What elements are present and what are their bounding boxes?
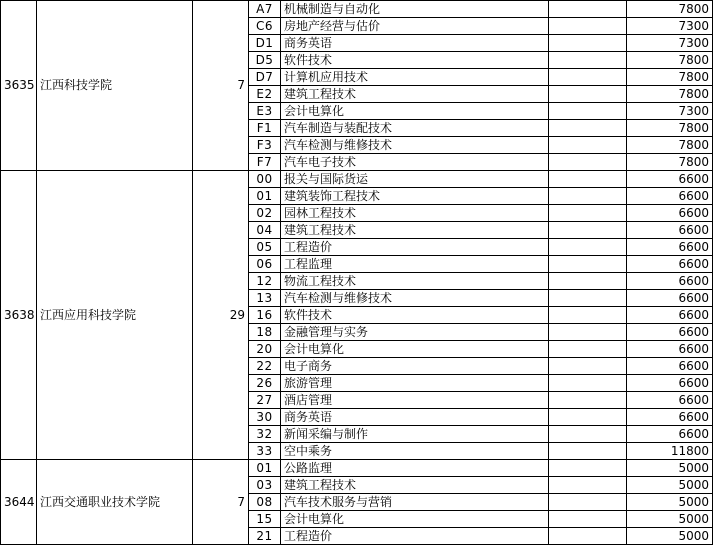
tuition-fee-cell: 6600 <box>627 358 713 375</box>
major-code-cell: 27 <box>249 392 281 409</box>
major-name-cell: 软件技术 <box>281 307 549 324</box>
major-code-cell: 15 <box>249 511 281 528</box>
tuition-fee-cell: 6600 <box>627 222 713 239</box>
note-cell <box>549 528 627 545</box>
major-name-cell: 机械制造与自动化 <box>281 1 549 18</box>
note-cell <box>549 103 627 120</box>
major-code-cell: 32 <box>249 426 281 443</box>
major-name-cell: 计算机应用技术 <box>281 69 549 86</box>
tuition-fee-cell: 5000 <box>627 528 713 545</box>
note-cell <box>549 460 627 477</box>
note-cell <box>549 375 627 392</box>
tuition-fee-cell: 6600 <box>627 290 713 307</box>
school-name-cell: 江西应用科技学院 <box>37 171 193 460</box>
major-code-cell: 20 <box>249 341 281 358</box>
note-cell <box>549 494 627 511</box>
major-code-cell: 01 <box>249 188 281 205</box>
tuition-fee-cell: 6600 <box>627 307 713 324</box>
major-name-cell: 汽车检测与维修技术 <box>281 290 549 307</box>
major-code-cell: E2 <box>249 86 281 103</box>
note-cell <box>549 273 627 290</box>
plan-count-cell: 7 <box>193 1 249 171</box>
major-code-cell: 16 <box>249 307 281 324</box>
tuition-fee-cell: 6600 <box>627 171 713 188</box>
note-cell <box>549 307 627 324</box>
school-code-cell: 3644 <box>1 460 37 545</box>
major-code-cell: 06 <box>249 256 281 273</box>
note-cell <box>549 18 627 35</box>
note-cell <box>549 358 627 375</box>
major-name-cell: 旅游管理 <box>281 375 549 392</box>
major-code-cell: D7 <box>249 69 281 86</box>
major-name-cell: 报关与国际货运 <box>281 171 549 188</box>
major-name-cell: 酒店管理 <box>281 392 549 409</box>
note-cell <box>549 341 627 358</box>
major-name-cell: 物流工程技术 <box>281 273 549 290</box>
major-code-cell: 12 <box>249 273 281 290</box>
major-name-cell: 工程监理 <box>281 256 549 273</box>
note-cell <box>549 409 627 426</box>
major-code-cell: 21 <box>249 528 281 545</box>
note-cell <box>549 35 627 52</box>
major-code-cell: 03 <box>249 477 281 494</box>
tuition-fee-cell: 7800 <box>627 120 713 137</box>
major-name-cell: 建筑工程技术 <box>281 222 549 239</box>
table-body <box>1 1 713 545</box>
major-code-cell: 26 <box>249 375 281 392</box>
note-cell <box>549 120 627 137</box>
tuition-fee-cell: 6600 <box>627 273 713 290</box>
major-code-cell: F3 <box>249 137 281 154</box>
major-name-cell: 工程造价 <box>281 239 549 256</box>
major-code-cell: 04 <box>249 222 281 239</box>
school-code-cell: 3638 <box>1 171 37 460</box>
tuition-fee-cell: 6600 <box>627 341 713 358</box>
major-name-cell: 商务英语 <box>281 409 549 426</box>
major-code-cell: D5 <box>249 52 281 69</box>
note-cell <box>549 154 627 171</box>
tuition-fee-cell: 7300 <box>627 35 713 52</box>
note-cell <box>549 256 627 273</box>
tuition-fee-cell: 7800 <box>627 1 713 18</box>
tuition-fee-cell: 7800 <box>627 154 713 171</box>
major-code-cell: 13 <box>249 290 281 307</box>
major-name-cell: 工程造价 <box>281 528 549 545</box>
tuition-fee-cell: 7300 <box>627 18 713 35</box>
note-cell <box>549 1 627 18</box>
major-name-cell: 会计电算化 <box>281 341 549 358</box>
tuition-fee-cell: 6600 <box>627 256 713 273</box>
tuition-fee-cell: 5000 <box>627 460 713 477</box>
tuition-fee-cell: 7300 <box>627 103 713 120</box>
note-cell <box>549 239 627 256</box>
note-cell <box>549 477 627 494</box>
major-code-cell: F1 <box>249 120 281 137</box>
tuition-fee-cell: 5000 <box>627 511 713 528</box>
note-cell <box>549 86 627 103</box>
tuition-fee-cell: 6600 <box>627 205 713 222</box>
major-name-cell: 软件技术 <box>281 52 549 69</box>
major-name-cell: 商务英语 <box>281 35 549 52</box>
major-code-cell: D1 <box>249 35 281 52</box>
major-code-cell: 01 <box>249 460 281 477</box>
tuition-fee-cell: 6600 <box>627 426 713 443</box>
tuition-fee-cell: 7800 <box>627 69 713 86</box>
note-cell <box>549 443 627 460</box>
table-row <box>1 460 713 477</box>
note-cell <box>549 205 627 222</box>
school-name-cell: 江西科技学院 <box>37 1 193 171</box>
major-code-cell: 05 <box>249 239 281 256</box>
major-name-cell: 房地产经营与估价 <box>281 18 549 35</box>
note-cell <box>549 290 627 307</box>
school-code-cell: 3635 <box>1 1 37 171</box>
note-cell <box>549 392 627 409</box>
tuition-fee-cell: 7800 <box>627 52 713 69</box>
major-name-cell: 汽车检测与维修技术 <box>281 137 549 154</box>
major-code-cell: 18 <box>249 324 281 341</box>
major-code-cell: E3 <box>249 103 281 120</box>
major-code-cell: 22 <box>249 358 281 375</box>
table-row <box>1 171 713 188</box>
major-code-cell: 02 <box>249 205 281 222</box>
major-code-cell: A7 <box>249 1 281 18</box>
tuition-fee-cell: 6600 <box>627 239 713 256</box>
major-code-cell: 30 <box>249 409 281 426</box>
school-name-cell: 江西交通职业技术学院 <box>37 460 193 545</box>
major-name-cell: 汽车技术服务与营销 <box>281 494 549 511</box>
tuition-fee-cell: 7800 <box>627 137 713 154</box>
major-name-cell: 电子商务 <box>281 358 549 375</box>
note-cell <box>549 511 627 528</box>
note-cell <box>549 188 627 205</box>
tuition-fee-cell: 6600 <box>627 188 713 205</box>
tuition-fee-cell: 11800 <box>627 443 713 460</box>
major-code-cell: F7 <box>249 154 281 171</box>
major-name-cell: 会计电算化 <box>281 511 549 528</box>
major-name-cell: 园林工程技术 <box>281 205 549 222</box>
major-code-cell: 33 <box>249 443 281 460</box>
note-cell <box>549 171 627 188</box>
tuition-fee-cell: 7800 <box>627 86 713 103</box>
major-name-cell: 金融管理与实务 <box>281 324 549 341</box>
tuition-fee-cell: 5000 <box>627 494 713 511</box>
major-name-cell: 公路监理 <box>281 460 549 477</box>
major-name-cell: 建筑工程技术 <box>281 477 549 494</box>
major-name-cell: 汽车电子技术 <box>281 154 549 171</box>
major-name-cell: 建筑装饰工程技术 <box>281 188 549 205</box>
note-cell <box>549 69 627 86</box>
note-cell <box>549 324 627 341</box>
major-name-cell: 会计电算化 <box>281 103 549 120</box>
tuition-fee-cell: 5000 <box>627 477 713 494</box>
note-cell <box>549 52 627 69</box>
tuition-fee-cell: 6600 <box>627 409 713 426</box>
plan-count-cell: 29 <box>193 171 249 460</box>
major-name-cell: 空中乘务 <box>281 443 549 460</box>
tuition-fee-cell: 6600 <box>627 392 713 409</box>
table-row <box>1 1 713 18</box>
major-code-cell: 08 <box>249 494 281 511</box>
note-cell <box>549 426 627 443</box>
note-cell <box>549 222 627 239</box>
plan-count-cell: 7 <box>193 460 249 545</box>
major-name-cell: 汽车制造与装配技术 <box>281 120 549 137</box>
tuition-fee-cell: 6600 <box>627 324 713 341</box>
major-name-cell: 建筑工程技术 <box>281 86 549 103</box>
major-name-cell: 新闻采编与制作 <box>281 426 549 443</box>
note-cell <box>549 137 627 154</box>
major-code-cell: 00 <box>249 171 281 188</box>
tuition-fee-cell: 6600 <box>627 375 713 392</box>
major-code-cell: C6 <box>249 18 281 35</box>
